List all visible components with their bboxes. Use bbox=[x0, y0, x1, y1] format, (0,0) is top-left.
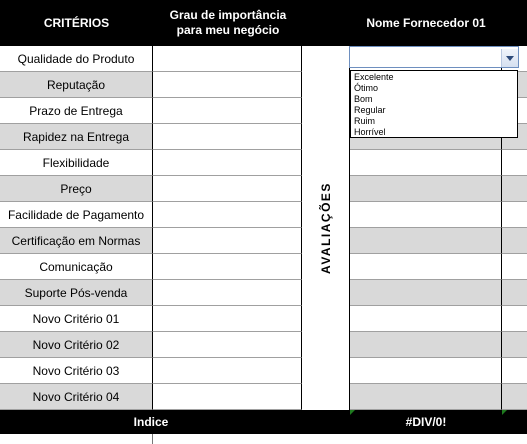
table-row bbox=[0, 332, 527, 358]
importancia-cell[interactable] bbox=[153, 46, 302, 72]
table-footer bbox=[0, 410, 527, 434]
error-marker-icon bbox=[350, 410, 355, 415]
rating-select[interactable] bbox=[349, 46, 519, 68]
dropdown-option[interactable]: Ótimo bbox=[354, 83, 379, 93]
criterio-cell[interactable]: Novo Critério 04 bbox=[0, 384, 153, 410]
table-row bbox=[0, 358, 527, 384]
fornecedor-rating-cell[interactable] bbox=[350, 254, 502, 280]
importancia-cell[interactable] bbox=[153, 176, 302, 202]
dropdown-option[interactable]: Excelente bbox=[354, 72, 394, 82]
header-fornecedor: Nome Fornecedor 01 bbox=[366, 15, 486, 30]
footer-indice: Indice bbox=[133, 415, 169, 429]
importancia-cell[interactable] bbox=[153, 124, 302, 150]
criterio-cell[interactable]: Flexibilidade bbox=[0, 150, 153, 176]
fornecedor-rating-cell[interactable] bbox=[350, 150, 502, 176]
criterio-cell[interactable]: Prazo de Entrega bbox=[0, 98, 153, 124]
criterio-cell[interactable]: Rapidez na Entrega bbox=[0, 124, 153, 150]
dropdown-option[interactable]: Regular bbox=[354, 105, 386, 115]
fornecedor-rating-cell[interactable] bbox=[350, 176, 502, 202]
table-header bbox=[0, 0, 527, 46]
header-criterios: CRITÉRIOS bbox=[43, 15, 110, 30]
criterio-cell[interactable]: Novo Critério 02 bbox=[0, 332, 153, 358]
extra-cell[interactable] bbox=[502, 280, 527, 306]
importancia-cell[interactable] bbox=[153, 202, 302, 228]
extra-cell[interactable] bbox=[502, 202, 527, 228]
table-row bbox=[0, 306, 527, 332]
table-row bbox=[0, 228, 527, 254]
criterio-cell[interactable]: Qualidade do Produto bbox=[0, 46, 153, 72]
avaliacoes-column bbox=[302, 46, 350, 410]
criterio-cell[interactable]: Certificação em Normas bbox=[0, 228, 153, 254]
extra-cell[interactable] bbox=[502, 150, 527, 176]
header-importancia: Grau de importância para meu negócio bbox=[169, 8, 287, 37]
table-row bbox=[0, 384, 527, 410]
table-row bbox=[0, 280, 527, 306]
table-row bbox=[0, 150, 527, 176]
table-row bbox=[0, 202, 527, 228]
importancia-cell[interactable] bbox=[153, 98, 302, 124]
criterio-cell[interactable]: Comunicação bbox=[0, 254, 153, 280]
chevron-down-icon bbox=[506, 56, 514, 61]
extra-cell[interactable] bbox=[502, 384, 527, 410]
footer-fornecedor-value[interactable]: #DIV/0! bbox=[405, 415, 447, 429]
importancia-cell[interactable] bbox=[153, 72, 302, 98]
avaliacoes-label: AVALIAÇÕES bbox=[318, 182, 333, 274]
fornecedor-rating-cell[interactable] bbox=[350, 228, 502, 254]
extra-cell[interactable] bbox=[502, 176, 527, 202]
dropdown-option[interactable]: Ruim bbox=[354, 116, 376, 126]
fornecedor-rating-cell[interactable] bbox=[350, 332, 502, 358]
importancia-cell[interactable] bbox=[153, 332, 302, 358]
column-gridline bbox=[152, 434, 153, 444]
importancia-cell[interactable] bbox=[153, 228, 302, 254]
importancia-cell[interactable] bbox=[153, 306, 302, 332]
error-marker-icon bbox=[502, 410, 507, 415]
dropdown-option[interactable]: Bom bbox=[354, 94, 373, 104]
importancia-cell[interactable] bbox=[153, 150, 302, 176]
criterio-cell[interactable]: Suporte Pós-venda bbox=[0, 280, 153, 306]
criterio-cell[interactable]: Preço bbox=[0, 176, 153, 202]
importancia-cell[interactable] bbox=[153, 384, 302, 410]
table-row bbox=[0, 254, 527, 280]
importancia-cell[interactable] bbox=[153, 358, 302, 384]
table-row bbox=[0, 176, 527, 202]
dropdown-arrow-button[interactable] bbox=[501, 49, 518, 67]
importancia-cell[interactable] bbox=[153, 254, 302, 280]
extra-cell[interactable] bbox=[502, 332, 527, 358]
criterio-cell[interactable]: Novo Critério 01 bbox=[0, 306, 153, 332]
criterio-cell[interactable]: Novo Critério 03 bbox=[0, 358, 153, 384]
criterio-cell[interactable]: Facilidade de Pagamento bbox=[0, 202, 153, 228]
criterio-cell[interactable]: Reputação bbox=[0, 72, 153, 98]
rating-dropdown-list bbox=[350, 70, 518, 138]
fornecedor-rating-cell[interactable] bbox=[350, 202, 502, 228]
fornecedor-rating-cell[interactable] bbox=[350, 384, 502, 410]
fornecedor-rating-cell[interactable] bbox=[350, 358, 502, 384]
fornecedor-rating-cell[interactable] bbox=[350, 280, 502, 306]
extra-cell[interactable] bbox=[502, 254, 527, 280]
dropdown-option[interactable]: Horrível bbox=[354, 127, 386, 137]
extra-cell[interactable] bbox=[502, 358, 527, 384]
importancia-cell[interactable] bbox=[153, 280, 302, 306]
extra-cell[interactable] bbox=[502, 228, 527, 254]
fornecedor-rating-cell[interactable] bbox=[350, 306, 502, 332]
sheet-below bbox=[0, 434, 527, 444]
extra-cell[interactable] bbox=[502, 306, 527, 332]
